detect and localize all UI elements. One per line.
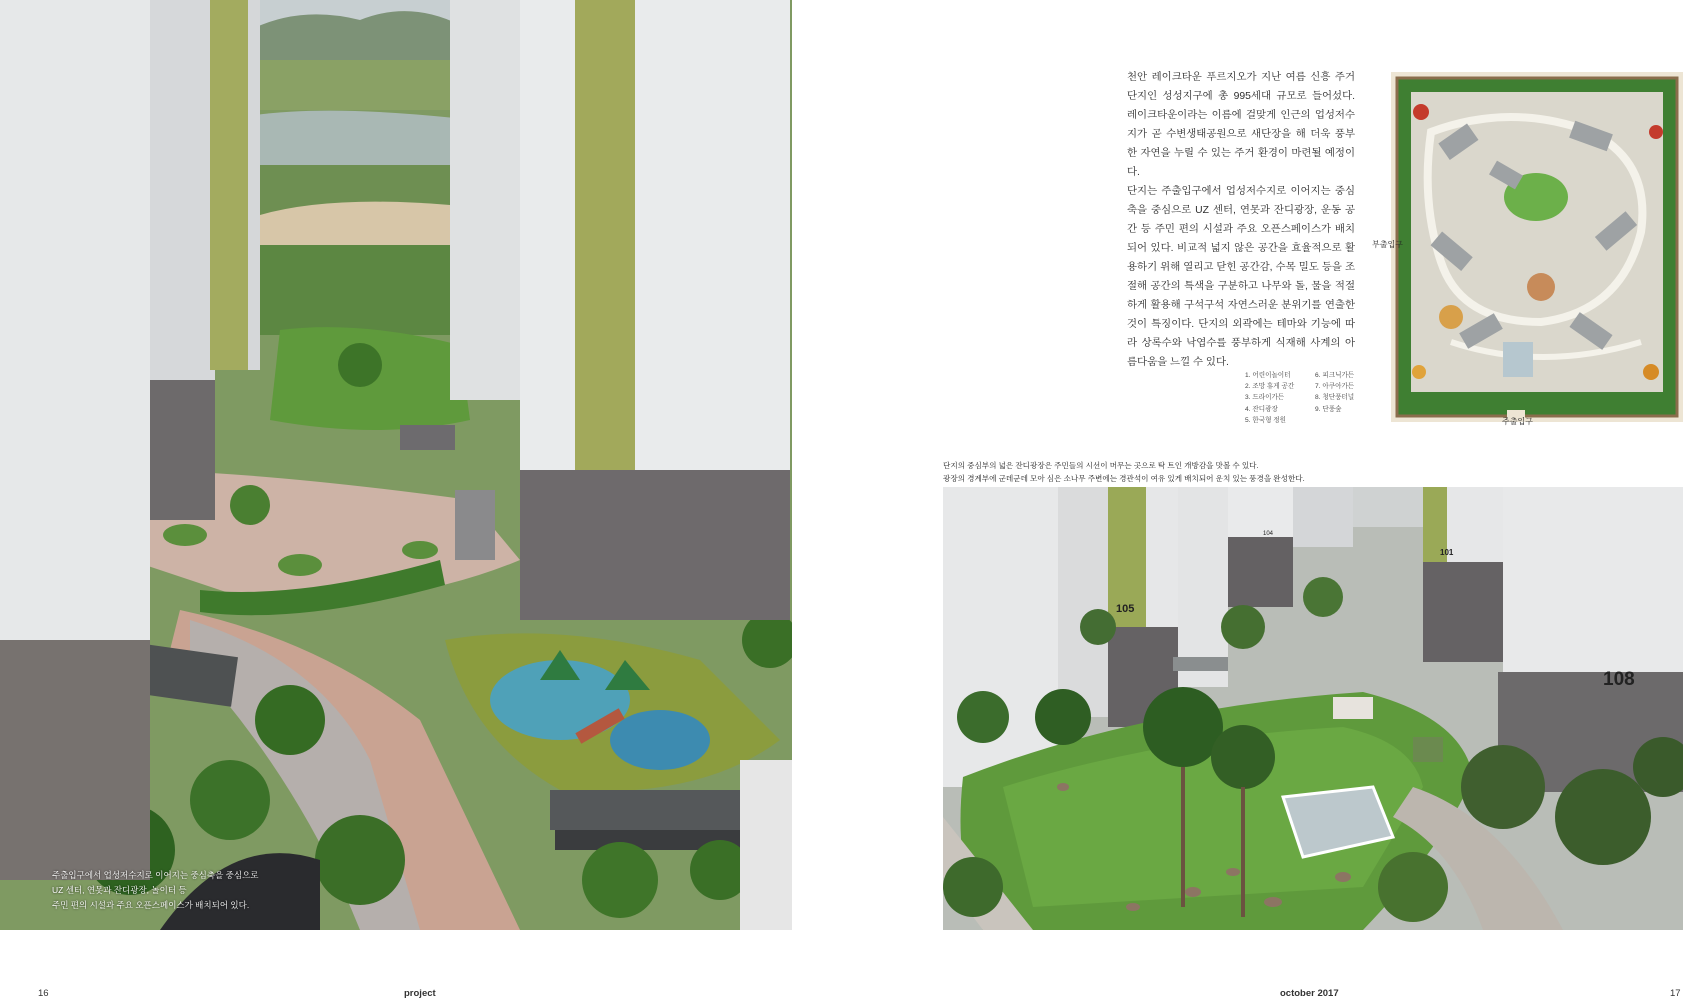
lawn-plaza-photo [943,487,1683,930]
right-caption-line: 광장의 경계부에 군데군데 모아 심은 소나무 주변에는 경관석이 여유 있게 배치되어 운치 있는 풍경을 완성한다. [943,474,1305,483]
legend-item: 3. 드라이가든 [1245,394,1285,402]
left-caption-line: UZ 센터, 연못과 잔디광장, 놀이터 등 [52,885,187,895]
building-number-104: 104 [1263,531,1274,537]
page-number-right: 17 [1670,988,1681,999]
section-name: project [404,988,436,999]
legend-item: 2. 조망 휴게 공간 [1245,383,1295,391]
legend-item: 6. 피크닉가든 [1315,372,1355,379]
right-photo-caption [943,459,1683,485]
article-body [1127,68,1355,372]
legend-item: 8. 청단풍터널 [1315,394,1355,402]
legend-item: 4. 잔디광장 [1245,405,1278,413]
building-number-108: 108 [1603,669,1635,690]
building-number-105: 105 [1116,603,1135,615]
legend-column [1315,370,1354,415]
legend-item: 5. 한국형 정원 [1245,416,1287,424]
issue-date: october 2017 [1280,988,1339,999]
left-caption-line: 주출입구에서 업성저수지로 이어지는 중심축을 중심으로 [52,870,259,880]
body-paragraph: 천안 레이크타운 푸르지오가 지난 여름 신흥 주거 단지인 성성지구에 총 995세대 규모로 들어섰다. 레이크타운이라는 이름에 걸맞게 인근의 업성저수지가 곧 수변생태공원으로 새단장을 해 더욱 풍부한 자연을 누릴 수 있는 주거 환경이 마련될 예정이다. [1127,72,1355,178]
plan-label-main-entrance: 주출입구 [1502,417,1533,426]
building-number-101: 101 [1440,548,1454,557]
plan-label-side-entrance: 부출입구 [1372,240,1403,249]
right-caption-line: 단지의 중심부의 넓은 잔디광장은 주민들의 시선이 머무는 곳으로 탁 트인 개방감을 맛볼 수 있다. [943,461,1259,470]
body-paragraph: 단지는 주출입구에서 업성저수지로 이어지는 중심축을 중심으로 UZ 센터, 연못과 잔디광장, 운동 공간 등 주민 편의 시설과 주요 오픈스페이스가 배치되어 있다. 비교적 넓지 않은 공간을 효율적으로 활용하기 위해 열리고 닫힌 공간감, 수목 밀도 등을 조절해 공간의 특색을 구분하고 나무와 돌, 물을 적절하게 활용해 구석구석 자연스러운 분위기를 연출한 것이 특징이다. 단지의 외곽에는 테마와 기능에 따라 상록수와 낙엽수를 풍부하게 식재해 사계의 아름다움을 느낄 수 있다. [1127,186,1355,368]
legend-column [1245,370,1294,426]
legend-item: 9. 단풍숲 [1315,405,1342,413]
page-number-left: 16 [38,988,49,999]
aerial-photo-complex [0,0,792,930]
left-caption-line: 주민 편의 시설과 주요 오픈스페이스가 배치되어 있다. [52,900,250,910]
left-photo-caption [52,868,282,913]
legend-item: 1. 어린이놀이터 [1245,372,1291,379]
legend-item: 7. 아쿠아가든 [1315,383,1355,391]
site-plan-map [1391,72,1683,422]
